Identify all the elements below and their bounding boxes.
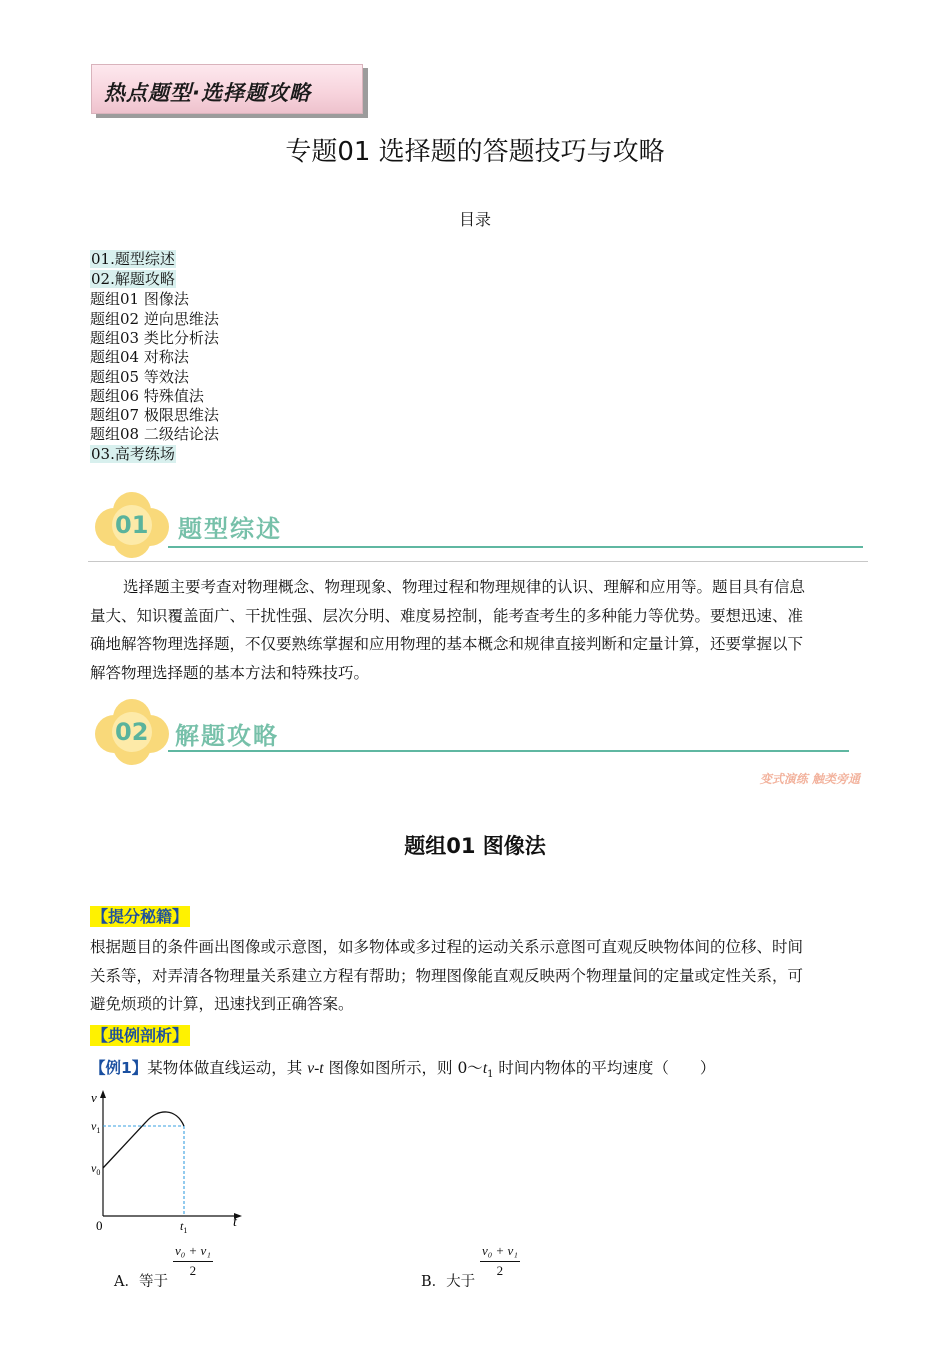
toc-item-group-08[interactable]: 题组08 二级结论法 [90,425,219,444]
option-a-fraction: $\frac{\text{v₀ + v₁}}{2}$ [175,1243,211,1278]
v-label: v [91,1090,97,1105]
option-b-fraction: $\frac{\text{v₀ + v₁}}{2}$ [482,1243,518,1278]
section-tagline: 变式演练 触类旁通 [759,772,860,786]
topic-banner [91,64,363,114]
overview-line: 选择题主要考查对物理概念、物理现象、物理过程和物理规律的认识、理解和应用等。题目具有信息 [123,578,806,596]
option-b-label[interactable]: B．大于 [421,1274,476,1290]
section-header-overview [88,489,863,564]
example-question: 【例1】某物体做直线运动，其 v-t 图像如图所示，则 $0\sim t_1$ 时间内物体的平均速度（ ） [90,1059,716,1081]
toc-item-overview[interactable]: 01.题型综述 [91,250,175,268]
section-title: 解题攻略 [175,722,279,750]
tips-line: 避免烦琐的计算，迅速找到正确答案。 [90,995,354,1014]
toc-title: 目录 [458,210,491,229]
overview-line: 量大、知识覆盖面广、干扰性强、层次分明、难度易控制，能考查考生的多种能力等优势。要想迅速、准 [90,606,804,625]
table-of-contents [90,249,219,464]
option-a-label[interactable]: A．等于 [114,1274,168,1290]
toc-item-group-06[interactable]: 题组06 特殊值法 [90,386,204,405]
v0-label: $v_0$ [91,1161,101,1177]
tips-line: 关系等，对弄清各物理量关系建立方程有帮助；物理图像能直观反映两个物理量间的定量或定性关系，可 [90,966,804,985]
section-underline [168,750,849,752]
t1-label: $t_1$ [180,1219,188,1233]
toc-item-group-01[interactable]: 题组01 图像法 [90,290,189,308]
example-label: 【典例剖析】 [92,1026,189,1045]
section-number: 01 [115,511,149,539]
tips-paragraph [90,933,862,1019]
vt-curve [103,1112,184,1168]
v1-label: $v_1$ [91,1119,101,1135]
page-title: 专题01 选择题的答题技巧与攻略 [285,137,665,167]
divider [88,561,868,562]
toc-item-strategy[interactable]: 02.解题攻略 [91,270,175,288]
overview-paragraph [90,573,862,687]
overview-line: 解答物理选择题的基本方法和特殊技巧。 [90,663,370,682]
group-title: 题组01 图像法 [404,834,546,858]
tips-line: 根据题目的条件画出图像或示意图，如多物体或多过程的运动关系示意图可直观反映物体间的位移、时间 [90,938,804,956]
banner-text: 热点题型·选择题攻略 [104,81,311,105]
tips-label: 【提分秘籍】 [92,907,189,926]
toc-item-practice[interactable]: 03.高考练场 [91,444,175,463]
section-number: 02 [115,718,149,746]
section-underline [168,546,863,548]
v-axis-arrow-icon [100,1090,106,1098]
section-header-strategy [88,696,863,771]
toc-item-group-03[interactable]: 题组03 类比分析法 [90,329,219,347]
toc-item-group-04[interactable]: 题组04 对称法 [90,348,189,367]
section-title: 题型综述 [178,515,282,543]
overview-line: 确地解答物理选择题，不仅要熟练掌握和应用物理的基本概念和规律直接判断和定量计算，还要掌握以下 [90,635,804,654]
t-label: t [233,1215,237,1230]
toc-item-group-02[interactable]: 题组02 逆向思维法 [90,310,219,328]
toc-item-group-07[interactable]: 题组07 极限思维法 [90,406,219,425]
vt-graph [88,1088,248,1233]
origin-label: 0 [96,1218,103,1233]
toc-item-group-05[interactable]: 题组05 等效法 [90,367,189,386]
